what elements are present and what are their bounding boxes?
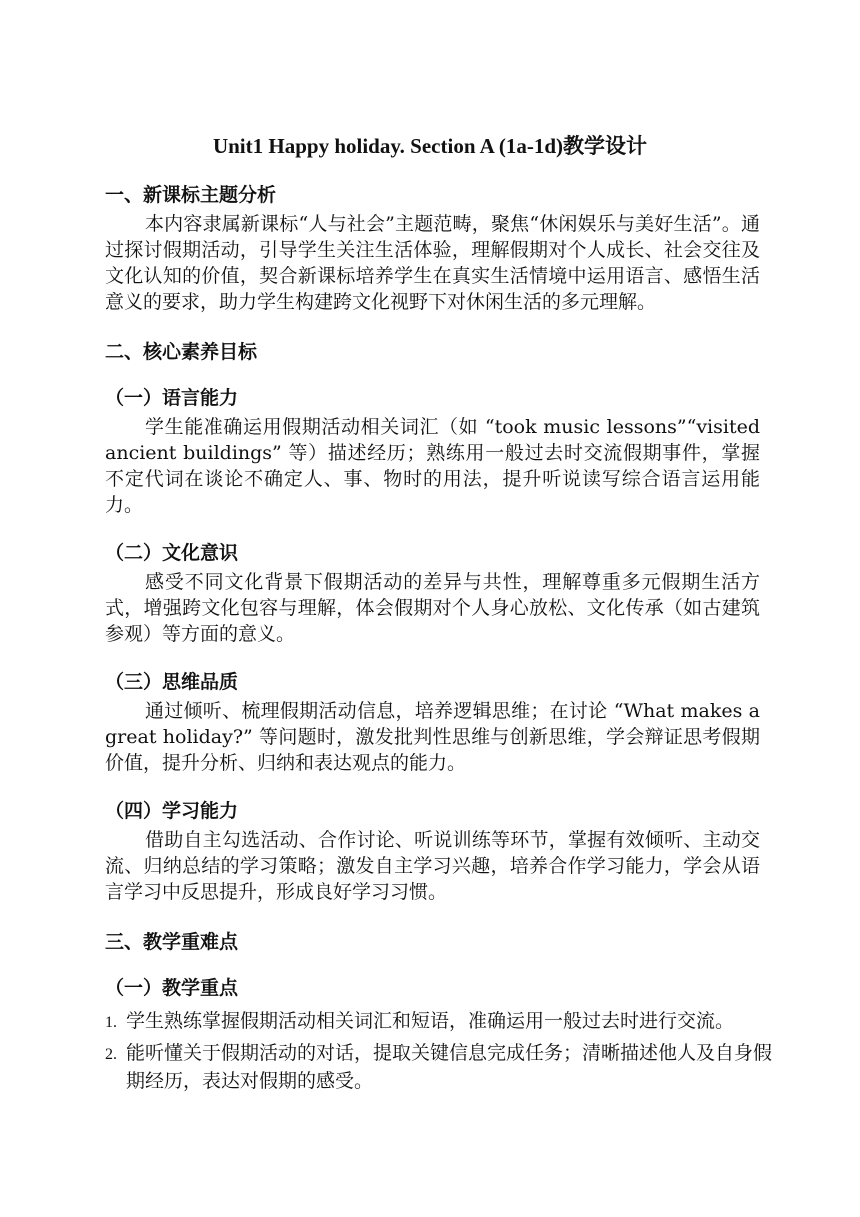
list-item-number: 2. [105,1046,117,1063]
list-item [105,1040,786,1094]
paragraph-thinking-quality: 通过倾听、梳理假期活动信息，培养逻辑思维；在讨论 “What makes a great holiday?” 等问题时，激发批判性思维与创新思维，学会辩证思考假期价值，提升分析、归纳和表达观点的能力。 [105,700,760,774]
list-item [105,1008,786,1036]
subsection-heading-learning-ability: （四）学习能力 [105,800,239,822]
paragraph-language-ability: 学生能准确运用假期活动相关词汇（如 “took music lessons”“visited ancient buildings” 等）描述经历；熟练用一般过去时交流假期事件，掌握不定代词在谈论不确定人、事、物时的用法，提升听说读写综合语言运用能力。 [105,416,760,516]
paragraph-learning-ability: 借助自主勾选活动、合作讨论、听说训练等环节，掌握有效倾听、主动交流、归纳总结的学习策略；激发自主学习兴趣，培养合作学习能力，学会从语言学习中反思提升，形成良好学习习惯。 [105,829,760,903]
section-heading-theme-analysis: 一、新课标主题分析 [105,184,277,206]
paragraph-cultural-awareness: 感受不同文化背景下假期活动的差异与共性，理解尊重多元假期生活方式，增强跨文化包容与理解，体会假期对个人身心放松、文化传承（如古建筑参观）等方面的意义。 [105,571,760,645]
section-heading-core-literacy: 二、核心素养目标 [105,341,258,363]
paragraph-theme-analysis: 本内容隶属新课标“人与社会”主题范畴，聚焦“休闲娱乐与美好生活”。通过探讨假期活动，引导学生关注生活体验，理解假期对个人成长、社会交往及文化认知的价值，契合新课标培养学生在真实生活情境中运用语言、感悟生活意义的要求，助力学生构建跨文化视野下对休闲生活的多元理解。 [105,213,760,313]
subsection-heading-teaching-focus: （一）教学重点 [105,977,239,999]
subsection-heading-language-ability: （一）语言能力 [105,387,239,409]
subsection-heading-thinking-quality: （三）思维品质 [105,671,239,693]
document-title: Unit1 Happy holiday. Section A (1a-1d)教学设计 [212,134,648,158]
list-item-text: 学生熟练掌握假期活动相关词汇和短语，准确运用一般过去时进行交流。 [126,1010,735,1032]
list-item-number: 1. [105,1014,117,1031]
section-heading-key-difficulties: 三、教学重难点 [105,931,239,953]
subsection-heading-cultural-awareness: （二）文化意识 [105,542,239,564]
list-item-text: 能听懂关于假期活动的对话，提取关键信息完成任务；清晰描述他人及自身假期经历，表达对假期的感受。 [126,1042,773,1092]
